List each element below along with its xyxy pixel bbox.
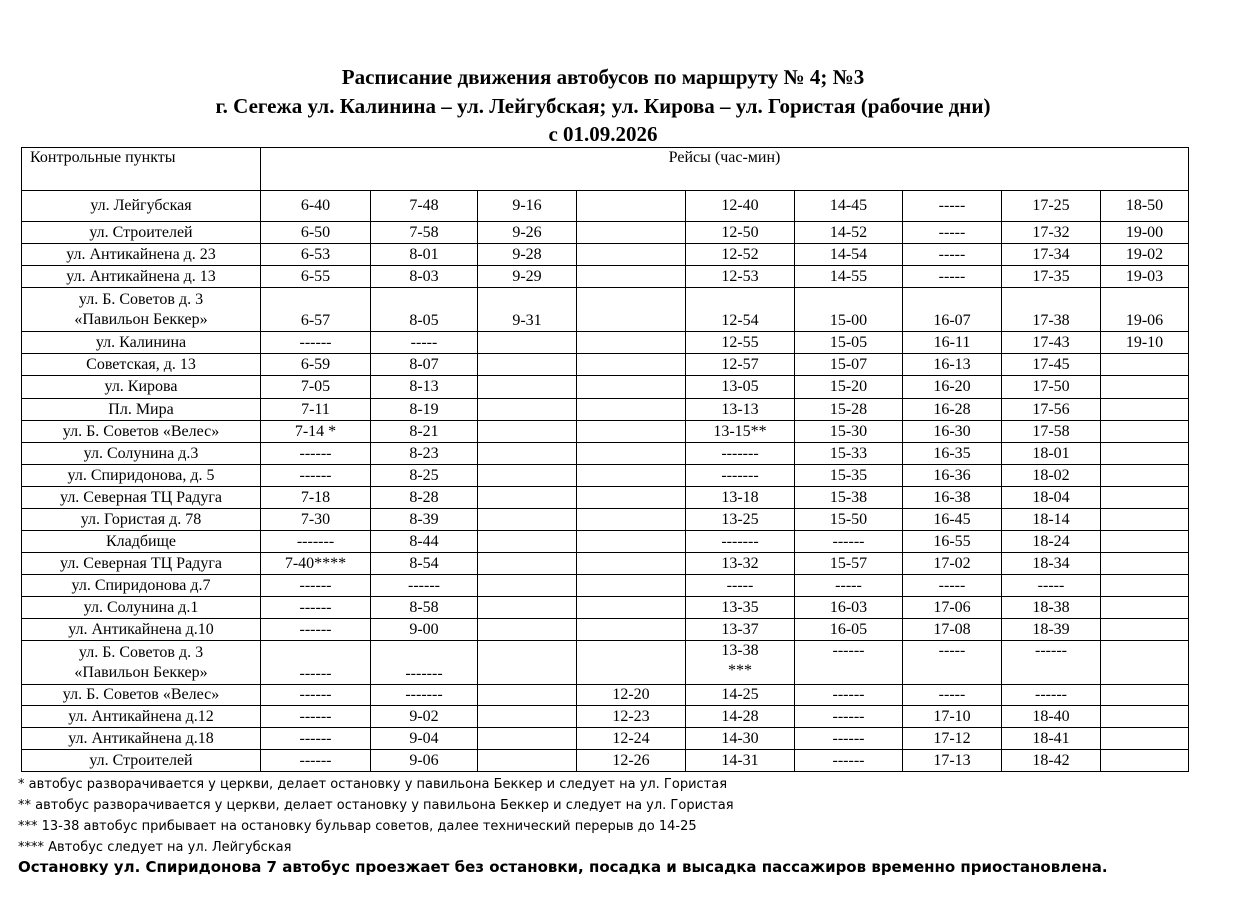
table-row	[22, 191, 1189, 222]
time-cell: 18-24	[1002, 531, 1101, 553]
time-cell	[577, 191, 686, 222]
stop-name: Кладбище	[22, 531, 261, 553]
time-cell: 12-55	[686, 332, 795, 354]
time-cell: 18-02	[1002, 465, 1101, 487]
time-cell: ------	[795, 728, 903, 750]
time-cell	[1101, 509, 1189, 531]
time-cell: 16-05	[795, 619, 903, 641]
time-cell: 15-28	[795, 399, 903, 421]
time-cell: 12-20	[577, 685, 686, 706]
time-cell	[478, 641, 577, 685]
time-cell: ------	[371, 575, 478, 597]
time-cell	[478, 619, 577, 641]
time-cell: ------	[795, 750, 903, 772]
footnote: * автобус разворачивается у церкви, делает остановку у павильона Беккер и следует на ул. Гористая	[18, 777, 728, 792]
stop-name: ул. Калинина	[22, 332, 261, 354]
time-cell: 15-35	[795, 465, 903, 487]
stop-name: ул. Солунина д.3	[22, 443, 261, 465]
time-cell: 9-16	[478, 191, 577, 222]
time-cell	[577, 509, 686, 531]
stop-name-line: ул. Б. Советов д. 3	[78, 290, 204, 308]
time-cell	[577, 222, 686, 244]
time-cell: ------	[1002, 641, 1101, 685]
time-cell: 16-35	[903, 443, 1002, 465]
time-cell: 16-11	[903, 332, 1002, 354]
stop-name: ул. Антикайнена д.18	[22, 728, 261, 750]
time-cell	[478, 354, 577, 376]
time-cell: ------	[261, 619, 371, 641]
time-cell: -----	[903, 266, 1002, 288]
time-cell: 8-54	[371, 553, 478, 575]
time-cell: 14-30	[686, 728, 795, 750]
table-row	[22, 509, 1189, 531]
time-cell: 14-45	[795, 191, 903, 222]
time-cell: 18-50	[1101, 191, 1189, 222]
time-cell: 17-38	[1002, 288, 1101, 332]
time-cell	[478, 487, 577, 509]
time-cell: 14-31	[686, 750, 795, 772]
time-cell	[478, 706, 577, 728]
time-cell: 17-58	[1002, 421, 1101, 443]
time-cell: 17-56	[1002, 399, 1101, 421]
table-row	[22, 354, 1189, 376]
time-cell: 16-45	[903, 509, 1002, 531]
time-cell	[1101, 750, 1189, 772]
time-cell: 15-57	[795, 553, 903, 575]
stop-name-line: ул. Б. Советов д. 3	[78, 643, 204, 661]
time-cell: 14-25	[686, 685, 795, 706]
time-cell: -----	[686, 575, 795, 597]
time-cell	[1101, 575, 1189, 597]
time-cell: ------	[795, 531, 903, 553]
time-cell: ------	[261, 575, 371, 597]
time-cell: 9-29	[478, 266, 577, 288]
time-cell: 17-45	[1002, 354, 1101, 376]
time-cell	[478, 728, 577, 750]
stop-name-line: «Павильон Беккер»	[74, 310, 208, 328]
time-cell: 15-05	[795, 332, 903, 354]
time-cell: 15-50	[795, 509, 903, 531]
stop-name: ул. Северная ТЦ Радуга	[22, 487, 261, 509]
time-cell: 14-55	[795, 266, 903, 288]
time-cell	[577, 376, 686, 399]
time-cell	[1101, 619, 1189, 641]
time-cell	[478, 553, 577, 575]
table-row	[22, 288, 1189, 332]
stop-name: ул. Строителей	[22, 222, 261, 244]
table-row	[22, 619, 1189, 641]
time-cell	[478, 509, 577, 531]
time-cell: 17-35	[1002, 266, 1101, 288]
time-cell: 13-35	[686, 597, 795, 619]
time-cell: 8-03	[371, 266, 478, 288]
time-cell	[478, 575, 577, 597]
time-cell: 12-53	[686, 266, 795, 288]
table-row	[22, 443, 1189, 465]
time-cell: -----	[795, 575, 903, 597]
footnote: **** Автобус следует на ул. Лейгубская	[18, 840, 292, 855]
time-cell: 15-20	[795, 376, 903, 399]
time-cell	[1101, 641, 1189, 685]
time-cell: 14-28	[686, 706, 795, 728]
stop-name: ул. Антикайнена д.12	[22, 706, 261, 728]
time-cell	[478, 750, 577, 772]
time-cell: -------	[371, 685, 478, 706]
time-cell	[478, 399, 577, 421]
time-cell: 18-40	[1002, 706, 1101, 728]
time-cell: 9-00	[371, 619, 478, 641]
stop-name: ул. Спиридонова, д. 5	[22, 465, 261, 487]
table-row	[22, 728, 1189, 750]
time-cell: -------	[371, 641, 478, 685]
time-cell: 12-40	[686, 191, 795, 222]
stop-name: ул. Антикайнена д. 13	[22, 266, 261, 288]
time-cell	[1101, 706, 1189, 728]
time-cell: 6-40	[261, 191, 371, 222]
time-cell: 19-10	[1101, 332, 1189, 354]
time-cell: 18-41	[1002, 728, 1101, 750]
schedule-date: с 01.09.2026	[548, 122, 658, 146]
table-row	[22, 685, 1189, 706]
time-cell: 17-10	[903, 706, 1002, 728]
time-cell: 15-38	[795, 487, 903, 509]
time-cell: ------	[261, 597, 371, 619]
time-cell: 9-31	[478, 288, 577, 332]
table-row	[22, 332, 1189, 354]
time-cell	[478, 376, 577, 399]
time-cell: -----	[903, 641, 1002, 685]
time-cell	[1101, 399, 1189, 421]
stop-name: ул. Кирова	[22, 376, 261, 399]
time-cell: -------	[261, 531, 371, 553]
time-cell	[577, 288, 686, 332]
time-cell: 7-14 *	[261, 421, 371, 443]
table-row	[22, 465, 1189, 487]
time-cell: 15-00	[795, 288, 903, 332]
time-cell: 6-53	[261, 244, 371, 266]
table-row	[22, 266, 1189, 288]
time-cell: 16-38	[903, 487, 1002, 509]
stop-name: ул. Б. Советов «Велес»	[22, 421, 261, 443]
time-cell: ------	[261, 641, 371, 685]
time-cell	[1101, 553, 1189, 575]
time-cell: 13-13	[686, 399, 795, 421]
time-cell: 17-12	[903, 728, 1002, 750]
time-cell: 13-25	[686, 509, 795, 531]
table-row	[22, 244, 1189, 266]
time-cell: 18-42	[1002, 750, 1101, 772]
time-cell	[577, 487, 686, 509]
stop-name: ул. Антикайнена д. 23	[22, 244, 261, 266]
time-cell: 19-00	[1101, 222, 1189, 244]
footnote: ** автобус разворачивается у церкви, делает остановку у павильона Беккер и следует на ул. Гористая	[18, 798, 734, 813]
time-cell: 14-54	[795, 244, 903, 266]
stop-name: Советская, д. 13	[22, 354, 261, 376]
time-cell: 17-06	[903, 597, 1002, 619]
time-cell	[1101, 597, 1189, 619]
time-cell: 6-55	[261, 266, 371, 288]
schedule-title: Расписание движения автобусов по маршруту № 4; №3	[341, 65, 865, 89]
time-cell	[577, 531, 686, 553]
time-cell: 17-02	[903, 553, 1002, 575]
stop-name: ул. Спиридонова д.7	[22, 575, 261, 597]
time-cell: 19-06	[1101, 288, 1189, 332]
time-cell: 14-52	[795, 222, 903, 244]
time-cell	[577, 465, 686, 487]
time-cell: 8-23	[371, 443, 478, 465]
stop-name	[22, 641, 261, 685]
time-cell	[577, 421, 686, 443]
stop-name: ул. Строителей	[22, 750, 261, 772]
time-cell	[577, 553, 686, 575]
time-cell: 17-13	[903, 750, 1002, 772]
time-cell: 13-18	[686, 487, 795, 509]
time-cell: 16-55	[903, 531, 1002, 553]
time-cell: 8-39	[371, 509, 478, 531]
time-cell: 12-52	[686, 244, 795, 266]
time-cell: 7-05	[261, 376, 371, 399]
time-cell: 12-23	[577, 706, 686, 728]
stop-name: ул. Северная ТЦ Радуга	[22, 553, 261, 575]
time-cell	[577, 597, 686, 619]
time-cell	[1101, 421, 1189, 443]
time-cell: -----	[903, 244, 1002, 266]
time-cell: -------	[686, 465, 795, 487]
stop-name: ул. Гористая д. 78	[22, 509, 261, 531]
time-cell: 7-18	[261, 487, 371, 509]
time-cell: 18-39	[1002, 619, 1101, 641]
time-cell	[1101, 465, 1189, 487]
header-trips: Рейсы (час-мин)	[261, 148, 1189, 191]
table-row	[22, 531, 1189, 553]
time-cell: 15-33	[795, 443, 903, 465]
time-cell	[478, 421, 577, 443]
table-row	[22, 421, 1189, 443]
table-row	[22, 222, 1189, 244]
time-cell: -----	[1002, 575, 1101, 597]
table-row	[22, 399, 1189, 421]
time-cell: -----	[371, 332, 478, 354]
time-cell: 17-50	[1002, 376, 1101, 399]
stop-name: ул. Лейгубская	[22, 191, 261, 222]
stop-name: ул. Б. Советов «Велес»	[22, 685, 261, 706]
time-cell	[577, 354, 686, 376]
time-cell	[478, 597, 577, 619]
time-cell: ------	[795, 641, 903, 685]
time-cell: -----	[903, 222, 1002, 244]
time-cell: 16-07	[903, 288, 1002, 332]
time-cell: 9-06	[371, 750, 478, 772]
time-cell	[577, 443, 686, 465]
time-cell: ------	[1002, 685, 1101, 706]
footnote: *** 13-38 автобус прибывает на остановку бульвар советов, далее технический перерыв до 14-25	[18, 819, 697, 834]
time-cell: 13-37	[686, 619, 795, 641]
time-cell: 13-15**	[686, 421, 795, 443]
time-cell: 9-04	[371, 728, 478, 750]
stop-name: ул. Антикайнена д.10	[22, 619, 261, 641]
time-cell: ------	[261, 443, 371, 465]
time-cell: 7-58	[371, 222, 478, 244]
time-cell	[577, 244, 686, 266]
time-cell: 18-01	[1002, 443, 1101, 465]
time-cell: 18-04	[1002, 487, 1101, 509]
time-cell: ------	[261, 706, 371, 728]
time-cell: 13-32	[686, 553, 795, 575]
time-cell: -------	[686, 531, 795, 553]
time-cell: 15-30	[795, 421, 903, 443]
table-row	[22, 376, 1189, 399]
table-row	[22, 706, 1189, 728]
stop-name: Пл. Мира	[22, 399, 261, 421]
stop-name: ул. Солунина д.1	[22, 597, 261, 619]
time-cell: 8-19	[371, 399, 478, 421]
time-cell: ------	[261, 685, 371, 706]
table-row	[22, 575, 1189, 597]
time-cell: 8-01	[371, 244, 478, 266]
time-cell: 8-21	[371, 421, 478, 443]
time-cell	[686, 641, 795, 685]
time-cell: 16-28	[903, 399, 1002, 421]
time-cell: 7-48	[371, 191, 478, 222]
time-cell	[1101, 728, 1189, 750]
time-cell: ------	[261, 332, 371, 354]
time-cell: 18-34	[1002, 553, 1101, 575]
time-cell: 17-08	[903, 619, 1002, 641]
time-cell: 17-32	[1002, 222, 1101, 244]
time-cell: 19-03	[1101, 266, 1189, 288]
stop-name-line: «Павильон Беккер»	[74, 663, 208, 681]
time-cell: 16-13	[903, 354, 1002, 376]
time-cell: 18-38	[1002, 597, 1101, 619]
time-cell: 7-30	[261, 509, 371, 531]
time-value: 13-38	[721, 642, 759, 659]
table-header-row	[22, 148, 1189, 191]
time-cell	[1101, 531, 1189, 553]
time-cell: 16-36	[903, 465, 1002, 487]
time-cell: 8-13	[371, 376, 478, 399]
time-cell: 17-43	[1002, 332, 1101, 354]
time-cell: 6-50	[261, 222, 371, 244]
time-cell	[1101, 354, 1189, 376]
time-cell: ------	[261, 750, 371, 772]
time-cell: 8-07	[371, 354, 478, 376]
time-cell: 13-05	[686, 376, 795, 399]
time-cell: -----	[903, 685, 1002, 706]
time-cell: 17-25	[1002, 191, 1101, 222]
time-cell	[478, 443, 577, 465]
time-cell: 6-57	[261, 288, 371, 332]
header-control-points: Контрольные пункты	[22, 148, 261, 191]
time-cell	[478, 332, 577, 354]
time-cell	[577, 399, 686, 421]
time-cell: 12-57	[686, 354, 795, 376]
table-row	[22, 487, 1189, 509]
time-footnote-mark: ***	[728, 662, 752, 679]
schedule-route: г. Сегежа ул. Калинина – ул. Лейгубская; ул. Кирова – ул. Гористая (рабочие дни)	[215, 94, 991, 118]
time-cell: 8-44	[371, 531, 478, 553]
time-cell: -----	[903, 575, 1002, 597]
time-cell: 8-25	[371, 465, 478, 487]
time-cell	[577, 641, 686, 685]
time-cell: -------	[686, 443, 795, 465]
time-cell: 8-28	[371, 487, 478, 509]
time-cell: ------	[795, 706, 903, 728]
time-cell	[1101, 487, 1189, 509]
time-cell	[577, 332, 686, 354]
time-cell	[577, 266, 686, 288]
time-cell: 12-54	[686, 288, 795, 332]
time-cell: 16-30	[903, 421, 1002, 443]
time-cell: 7-11	[261, 399, 371, 421]
time-cell	[577, 619, 686, 641]
service-notice: Остановку ул. Спиридонова 7 автобус проезжает без остановки, посадка и высадка пассажиров временно приостановлена.	[18, 858, 1108, 876]
time-cell: ------	[261, 465, 371, 487]
schedule-table	[21, 147, 1189, 772]
time-cell	[478, 531, 577, 553]
time-cell	[478, 465, 577, 487]
time-cell	[1101, 443, 1189, 465]
time-cell: ------	[795, 685, 903, 706]
time-cell	[1101, 685, 1189, 706]
time-cell: 12-24	[577, 728, 686, 750]
table-row	[22, 750, 1189, 772]
table-row	[22, 641, 1189, 685]
time-cell: 17-34	[1002, 244, 1101, 266]
time-cell: 8-05	[371, 288, 478, 332]
time-cell: 8-58	[371, 597, 478, 619]
time-cell: 12-26	[577, 750, 686, 772]
time-cell	[577, 575, 686, 597]
time-cell: 16-20	[903, 376, 1002, 399]
time-cell: ------	[261, 728, 371, 750]
stop-name	[22, 288, 261, 332]
time-cell: 7-40****	[261, 553, 371, 575]
time-cell	[478, 685, 577, 706]
time-cell: -----	[903, 191, 1002, 222]
time-cell: 19-02	[1101, 244, 1189, 266]
footnotes	[18, 774, 734, 858]
time-cell: 15-07	[795, 354, 903, 376]
time-cell: 6-59	[261, 354, 371, 376]
time-cell: 9-28	[478, 244, 577, 266]
time-cell: 9-26	[478, 222, 577, 244]
table-row	[22, 597, 1189, 619]
time-cell: 12-50	[686, 222, 795, 244]
time-cell: 9-02	[371, 706, 478, 728]
time-cell: 16-03	[795, 597, 903, 619]
time-cell	[1101, 376, 1189, 399]
table-row	[22, 553, 1189, 575]
time-cell: 18-14	[1002, 509, 1101, 531]
